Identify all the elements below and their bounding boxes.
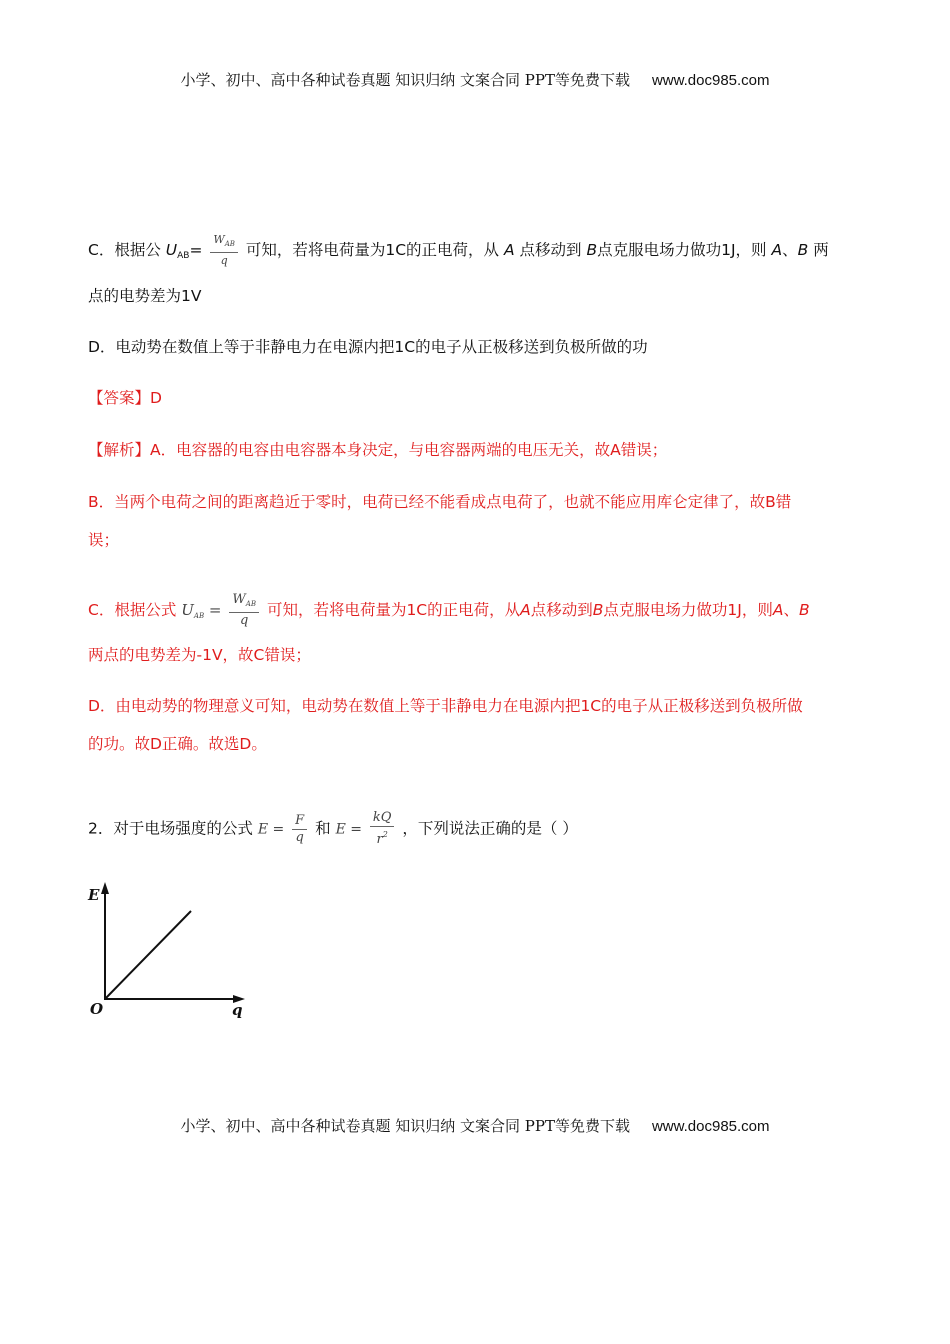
option-c-text2: 点移动到 [519, 241, 582, 259]
option-d-line: D．电动势在数值上等于非静电力在电源内把1C的电子从正极移送到负极所做的功 [88, 338, 648, 356]
analysis-b-line1: B．当两个电荷之间的距离趋近于零时，电荷已经不能看成点电荷了，也就不能应用库仑定律了，故B错 [88, 493, 792, 511]
option-c-u-subscript: AB [177, 251, 190, 261]
question-2-and: 和 [315, 819, 331, 838]
header-text: 小学、初中、高中各种试卷真题 知识归纳 文案合同 PPT等免费下载 [180, 71, 630, 89]
analysis-b-line2: 误； [88, 531, 120, 549]
option-c-line1 [88, 232, 829, 269]
option-c-sep: 、 [782, 241, 798, 259]
option-c-frac-den: q [220, 254, 228, 267]
question-2-line [88, 810, 578, 848]
analysis-c-u-sub: AB [193, 612, 205, 620]
option-c-prefix: C．根据公 [88, 241, 161, 259]
formula2-den-sup: 2 [382, 830, 388, 839]
footer-url[interactable]: www.doc985.com [651, 1118, 770, 1135]
analysis-c-sep: 、 [783, 601, 799, 619]
formula1-den: q [295, 829, 304, 845]
formula2-num: kQ [370, 810, 395, 827]
analysis-c-point-a2: A [772, 601, 784, 619]
e-q-graph [82, 878, 262, 1028]
formula1-num: F [292, 813, 307, 830]
analysis-c-text1: 可知，若将电荷量为1C的正电荷，从 [266, 601, 521, 619]
option-c-frac-num-sub: AB [224, 240, 235, 248]
analysis-c-line1 [88, 592, 810, 629]
analysis-c-line2: 两点的电势差为-1V，故C错误； [88, 646, 311, 664]
option-c-point-b: B [586, 241, 598, 259]
analysis-c-text2: 点移动到 [530, 601, 593, 619]
option-c-text1: 可知，若将电荷量为1C的正电荷，从 [245, 241, 500, 259]
option-c-point-b2: B [797, 241, 809, 259]
analysis-c-point-b2: B [798, 601, 810, 619]
formula2-lhs: E = [335, 821, 362, 838]
answer-line: 【答案】D [88, 389, 162, 407]
graph-origin-label: O [90, 1000, 104, 1018]
formula2-fraction [370, 810, 395, 848]
graph-y-label: E [88, 886, 100, 904]
option-c-text4: 两 [813, 241, 829, 259]
analysis-c-equals: = [208, 601, 222, 619]
analysis-c-fraction [229, 592, 259, 629]
option-c-u-symbol: U [165, 241, 178, 259]
option-c-frac-num: W [213, 233, 225, 246]
option-c-fraction [210, 232, 238, 269]
analysis-d-line2: 的功。故D正确。故选D。 [88, 735, 267, 753]
graph-x-label: q [232, 1001, 243, 1019]
option-c-equals: = [189, 241, 203, 259]
analysis-c-point-a: A [520, 601, 531, 619]
footer-text: 小学、初中、高中各种试卷真题 知识归纳 文案合同 PPT等免费下载 [180, 1117, 630, 1135]
graph-y-axis-arrow [101, 882, 109, 894]
page-header [0, 69, 950, 90]
page-footer [0, 1115, 950, 1136]
option-c-text3: 点克服电场力做功1J，则 [597, 241, 767, 259]
header-url[interactable]: www.doc985.com [651, 72, 770, 89]
analysis-c-u-symbol: U [181, 601, 194, 619]
analysis-c-prefix: C．根据公式 [88, 601, 177, 619]
graph-line [105, 911, 191, 999]
formula2-den: r [376, 832, 383, 847]
option-c-point-a: A [503, 241, 515, 259]
formula1-fraction [292, 813, 307, 846]
question-2-prefix: 2．对于电场强度的公式 [88, 819, 253, 838]
analysis-d-line1: D．由电动势的物理意义可知，电动势在数值上等于非静电力在电源内把1C的电子从正极移送到负极所做 [88, 697, 803, 715]
analysis-c-frac-num: W [232, 592, 246, 607]
analysis-c-text3: 点克服电场力做功1J，则 [603, 601, 773, 619]
formula1-lhs: E = [257, 821, 285, 838]
analysis-a-line: 【解析】A．电容器的电容由电容器本身决定，与电容器两端的电压无关，故A错误； [88, 441, 668, 459]
option-c-line2: 点的电势差为1V [88, 287, 202, 305]
analysis-c-point-b: B [592, 601, 604, 619]
option-c-point-a2: A [771, 241, 783, 259]
analysis-c-frac-den: q [240, 613, 249, 628]
analysis-c-frac-num-sub: AB [245, 600, 256, 608]
question-2-suffix: ，下列说法正确的是（ ） [402, 819, 578, 838]
